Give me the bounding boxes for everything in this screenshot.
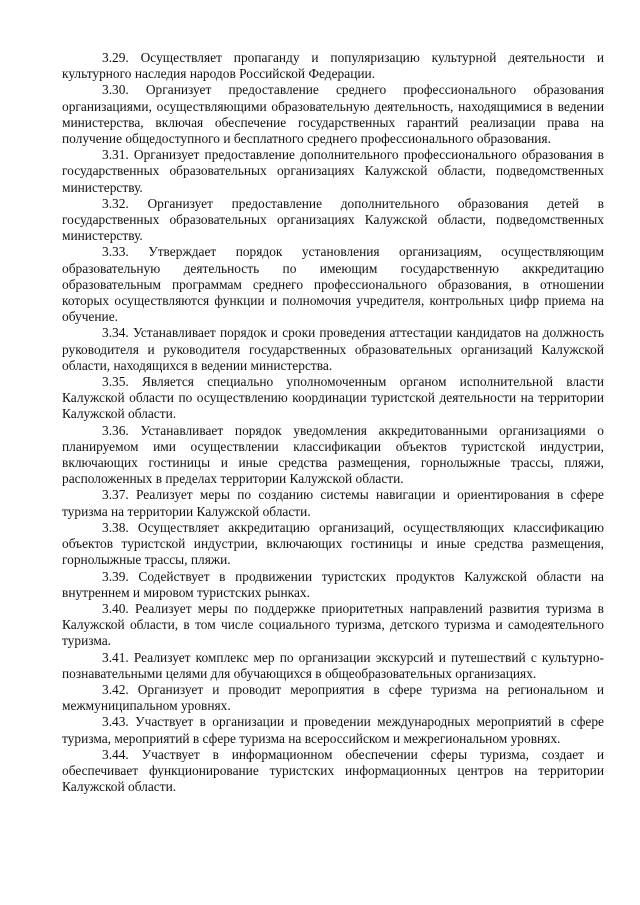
paragraph-3-36: 3.36. Устанавливает порядок уведомления аккредитованными организациями о планируемом ими осуществлении классификации объектов туристской индустрии, включающих гостиницы и иные средства размещения, горнолыжные трассы, пляжи, расположенных в пределах территории Калужской области. <box>62 422 604 487</box>
paragraph-3-41: 3.41. Реализует комплекс мер по организации экскурсий и путешествий с культурно-познавательными целями для обучающихся в общеобразовательных организациях. <box>62 649 604 681</box>
paragraph-3-30: 3.30. Организует предоставление среднего профессионального образования организациями, осуществляющими образовательную деятельность, находящимися в ведении министерства, включая обеспечение государственных гарантий реализации права на получение общедоступного и бесплатного среднего профессионального образования. <box>62 82 604 147</box>
paragraph-3-33: 3.33. Утверждает порядок установления организациям, осуществляющим образовательную деятельность по имеющим государственную аккредитацию образовательным программам среднего профессионального образования, в отношении которых осуществляются функции и полномочия учредителя, контрольных цифр приема на обучение. <box>62 244 604 325</box>
paragraph-3-32: 3.32. Организует предоставление дополнительного образования детей в государственных образовательных организациях Калужской области, подведомственных министерству. <box>62 195 604 244</box>
paragraph-3-40: 3.40. Реализует меры по поддержке приоритетных направлений развития туризма в Калужской области, в том числе социального туризма, детского туризма и самодеятельного туризма. <box>62 600 604 649</box>
paragraph-3-43: 3.43. Участвует в организации и проведении международных мероприятий в сфере туризма, мероприятий в сфере туризма на всероссийском и межрегиональном уровнях. <box>62 714 604 746</box>
paragraph-3-29: 3.29. Осуществляет пропаганду и популяризацию культурной деятельности и культурного наследия народов Российской Федерации. <box>62 50 604 82</box>
paragraph-3-34: 3.34. Устанавливает порядок и сроки проведения аттестации кандидатов на должность руководителя и руководителя государственных образовательных организаций Калужской области, находящихся в ведении министерства. <box>62 325 604 373</box>
paragraph-3-42: 3.42. Организует и проводит мероприятия в сфере туризма на региональном и межмуниципальном уровнях. <box>62 681 604 714</box>
document-page <box>62 50 604 795</box>
paragraph-3-35: 3.35. Является специально уполномоченным органом исполнительной власти Калужской области по осуществлению координации туристской деятельности на территории Калужской области. <box>62 374 604 422</box>
paragraph-3-44: 3.44. Участвует в информационном обеспечении сферы туризма, создает и обеспечивает функционирование туристских информационных центров на территории Калужской области. <box>62 746 604 795</box>
paragraph-3-38: 3.38. Осуществляет аккредитацию организаций, осуществляющих классификацию объектов туристской индустрии, включающих гостиницы и иные средства размещения, горнолыжные трассы, пляжи. <box>62 519 604 568</box>
paragraph-3-37: 3.37. Реализует меры по созданию системы навигации и ориентирования в сфере туризма на территории Калужской области. <box>62 487 604 519</box>
paragraph-3-31: 3.31. Организует предоставление дополнительного профессионального образования в государственных образовательных организациях Калужской области, подведомственных министерству. <box>62 147 604 195</box>
paragraph-3-39: 3.39. Содействует в продвижении туристских продуктов Калужской области на внутреннем и мировом туристских рынках. <box>62 568 604 600</box>
